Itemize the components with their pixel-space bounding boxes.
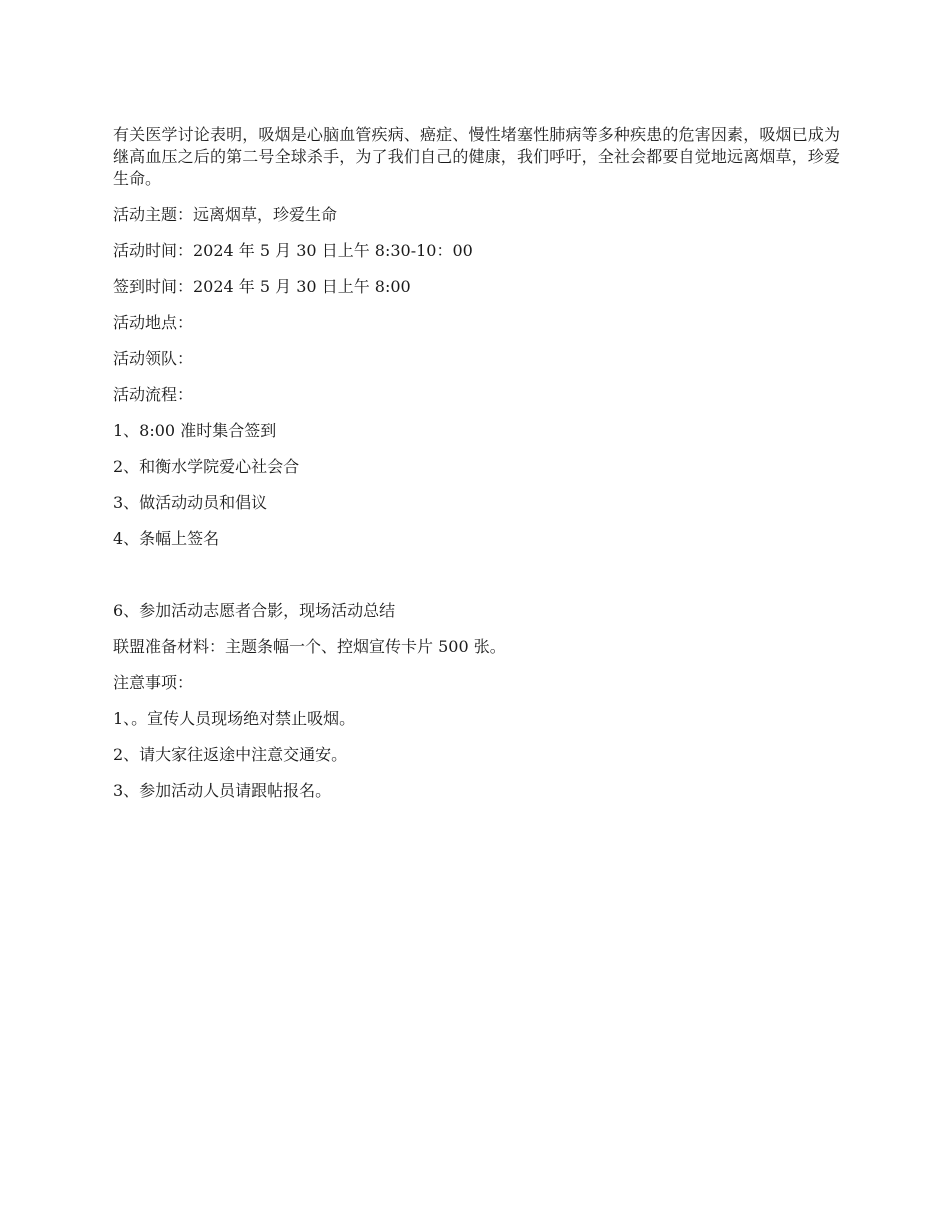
note-item: 3、参加活动人员请跟帖报名。	[113, 781, 332, 800]
document-body	[113, 124, 840, 816]
intro-paragraph: 有关医学讨论表明，吸烟是心脑血管疾病、癌症、慢性堵塞性肺病等多种疾患的危害因素，吸烟已成为继高血压之后的第二号全球杀手，为了我们自己的健康，我们呼吁，全社会都要自觉地远离烟草，珍爱生命。	[113, 125, 840, 188]
process-step: 2、和衡水学院爱心社会合	[113, 457, 300, 476]
activity-leader: 活动领队：	[113, 349, 194, 368]
materials-line: 联盟准备材料：主题条幅一个、控烟宣传卡片 500 张。	[113, 637, 506, 656]
notes-title: 注意事项：	[113, 673, 194, 692]
process-step: 4、条幅上签名	[113, 529, 220, 548]
note-item: 1、。宣传人员现场绝对禁止吸烟。	[113, 709, 356, 728]
note-item: 2、请大家往返途中注意交通安。	[113, 745, 348, 764]
process-step: 3、做活动动员和倡议	[113, 493, 268, 512]
activity-location: 活动地点：	[113, 313, 194, 332]
blank-line	[113, 564, 840, 600]
activity-theme: 活动主题：远离烟草，珍爱生命	[113, 205, 338, 224]
process-step: 1、8:00 准时集合签到	[113, 421, 277, 440]
checkin-time: 签到时间：2024 年 5 月 30 日上午 8:00	[113, 277, 411, 296]
process-title: 活动流程：	[113, 385, 194, 404]
activity-time: 活动时间：2024 年 5 月 30 日上午 8:30-10：00	[113, 241, 473, 260]
process-step: 6、参加活动志愿者合影，现场活动总结	[113, 601, 396, 620]
